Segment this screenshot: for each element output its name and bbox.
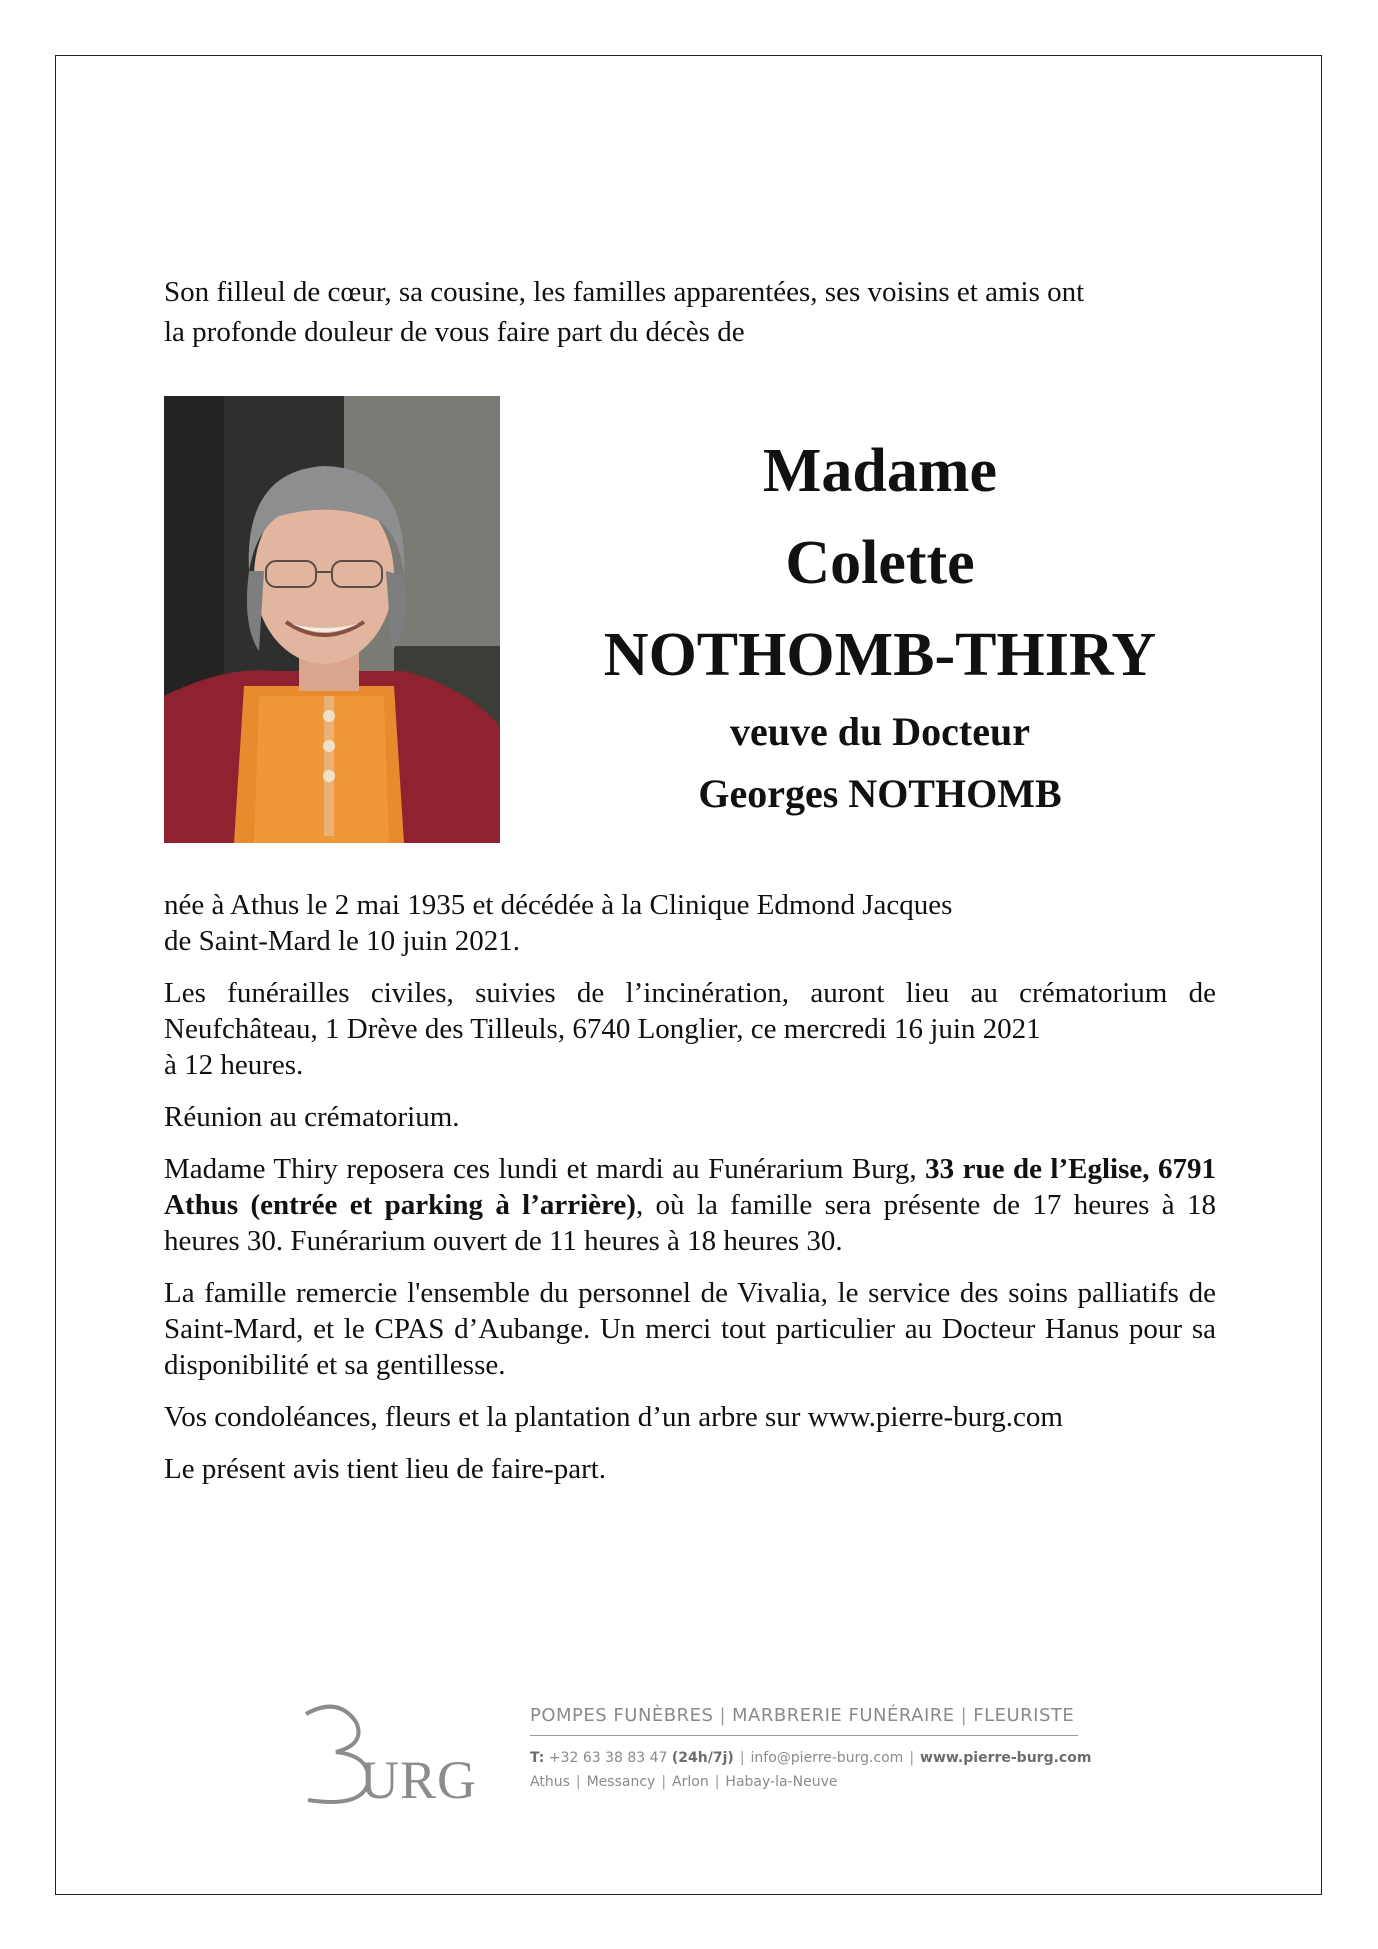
funeral-line-2: Neufchâteau, 1 Drève des Tilleuls, 6740 Longlier, ce mercredi 16 juin 2021 [164, 1013, 1041, 1045]
repose-address: 33 rue de l’Eglise, 6791 Athus (entrée et parking à l’arrière) [164, 1153, 1216, 1221]
notice-paragraph: Le présent avis tient lieu de faire-part. [164, 1453, 607, 1485]
service-funeral: POMPES FUNÈBRES [530, 1705, 714, 1726]
town-arlon: Arlon [672, 1774, 709, 1790]
deceased-name-block [520, 425, 1240, 825]
repose-paragraph [164, 1151, 1216, 1259]
town-messancy: Messancy [586, 1774, 656, 1790]
birth-line-2: de Saint-Mard le 10 juin 2021. [164, 925, 521, 957]
burg-logo [298, 1700, 488, 1810]
footer-services: POMPES FUNÈBRES | MARBRERIE FUNÉRAIRE | FLEURISTE [530, 1705, 1075, 1726]
reunion-paragraph: Réunion au crématorium. [164, 1101, 460, 1133]
footer-divider [530, 1735, 1078, 1736]
notice-body [164, 887, 1216, 1503]
thanks-paragraph: La famille remercie l'ensemble du personnel de Vivalia, le service des soins palliatifs de Saint-Mard, et le CPAS d’Aubange. Un merci tout particulier au Docteur Hanus pour sa disponibilité et sa gentillesse. [164, 1277, 1216, 1381]
repose-start: Madame Thiry reposera ces lundi et mardi au Funérarium Burg, [164, 1153, 926, 1185]
town-athus: Athus [530, 1774, 570, 1790]
condolences-paragraph: Vos condoléances, fleurs et la plantation d’un arbre sur www.pierre-burg.com [164, 1401, 1063, 1433]
deceased-title: Madame [762, 437, 998, 505]
deceased-first-name: Colette [785, 529, 975, 597]
email-link[interactable]: info@pierre-burg.com [750, 1750, 904, 1766]
phone-label: T: [530, 1750, 545, 1766]
funeral-line-1: Les funérailles civiles, suivies de l’incinération, auront lieu au crématorium de [164, 977, 1216, 1009]
footer-towns: Athus | Messancy | Arlon | Habay-la-Neuve [530, 1774, 838, 1790]
deceased-surname: NOTHOMB-THIRY [603, 621, 1157, 689]
town-habay: Habay-la-Neuve [725, 1774, 838, 1790]
portrait-photo [164, 396, 500, 843]
intro-line-1: Son filleul de cœur, sa cousine, les familles apparentées, ses voisins et amis ont [164, 276, 1085, 308]
birth-paragraph [164, 887, 1216, 959]
website-link[interactable]: www.pierre-burg.com [920, 1750, 1092, 1766]
footer-contact: T: +32 63 38 83 47 (24h/7j) | info@pierre-burg.com | www.pierre-burg.com [530, 1750, 1092, 1766]
service-marble: MARBRERIE FUNÉRAIRE [732, 1705, 955, 1726]
logo-letters: URG [360, 1750, 478, 1810]
phone-number: +32 63 38 83 47 [548, 1750, 668, 1766]
footer-info [530, 1703, 1090, 1794]
spouse-line-2: Georges NOTHOMB [698, 771, 1062, 816]
spouse-line-1: veuve du Docteur [730, 709, 1030, 754]
service-florist: FLEURISTE [973, 1705, 1075, 1726]
funeral-line-3: à 12 heures. [164, 1049, 304, 1081]
repose-end: , où la famille sera présente de 17 heures à 18 heures 30. Funérarium ouvert de 11 heures à 18 heures 30. [164, 1189, 1216, 1257]
intro-text [164, 272, 1224, 352]
phone-hours: (24h/7j) [671, 1750, 734, 1766]
intro-line-2: la profonde douleur de vous faire part du décès de [164, 316, 745, 348]
birth-line-1: née à Athus le 2 mai 1935 et décédée à la Clinique Edmond Jacques [164, 889, 953, 921]
funeral-paragraph [164, 975, 1216, 1083]
